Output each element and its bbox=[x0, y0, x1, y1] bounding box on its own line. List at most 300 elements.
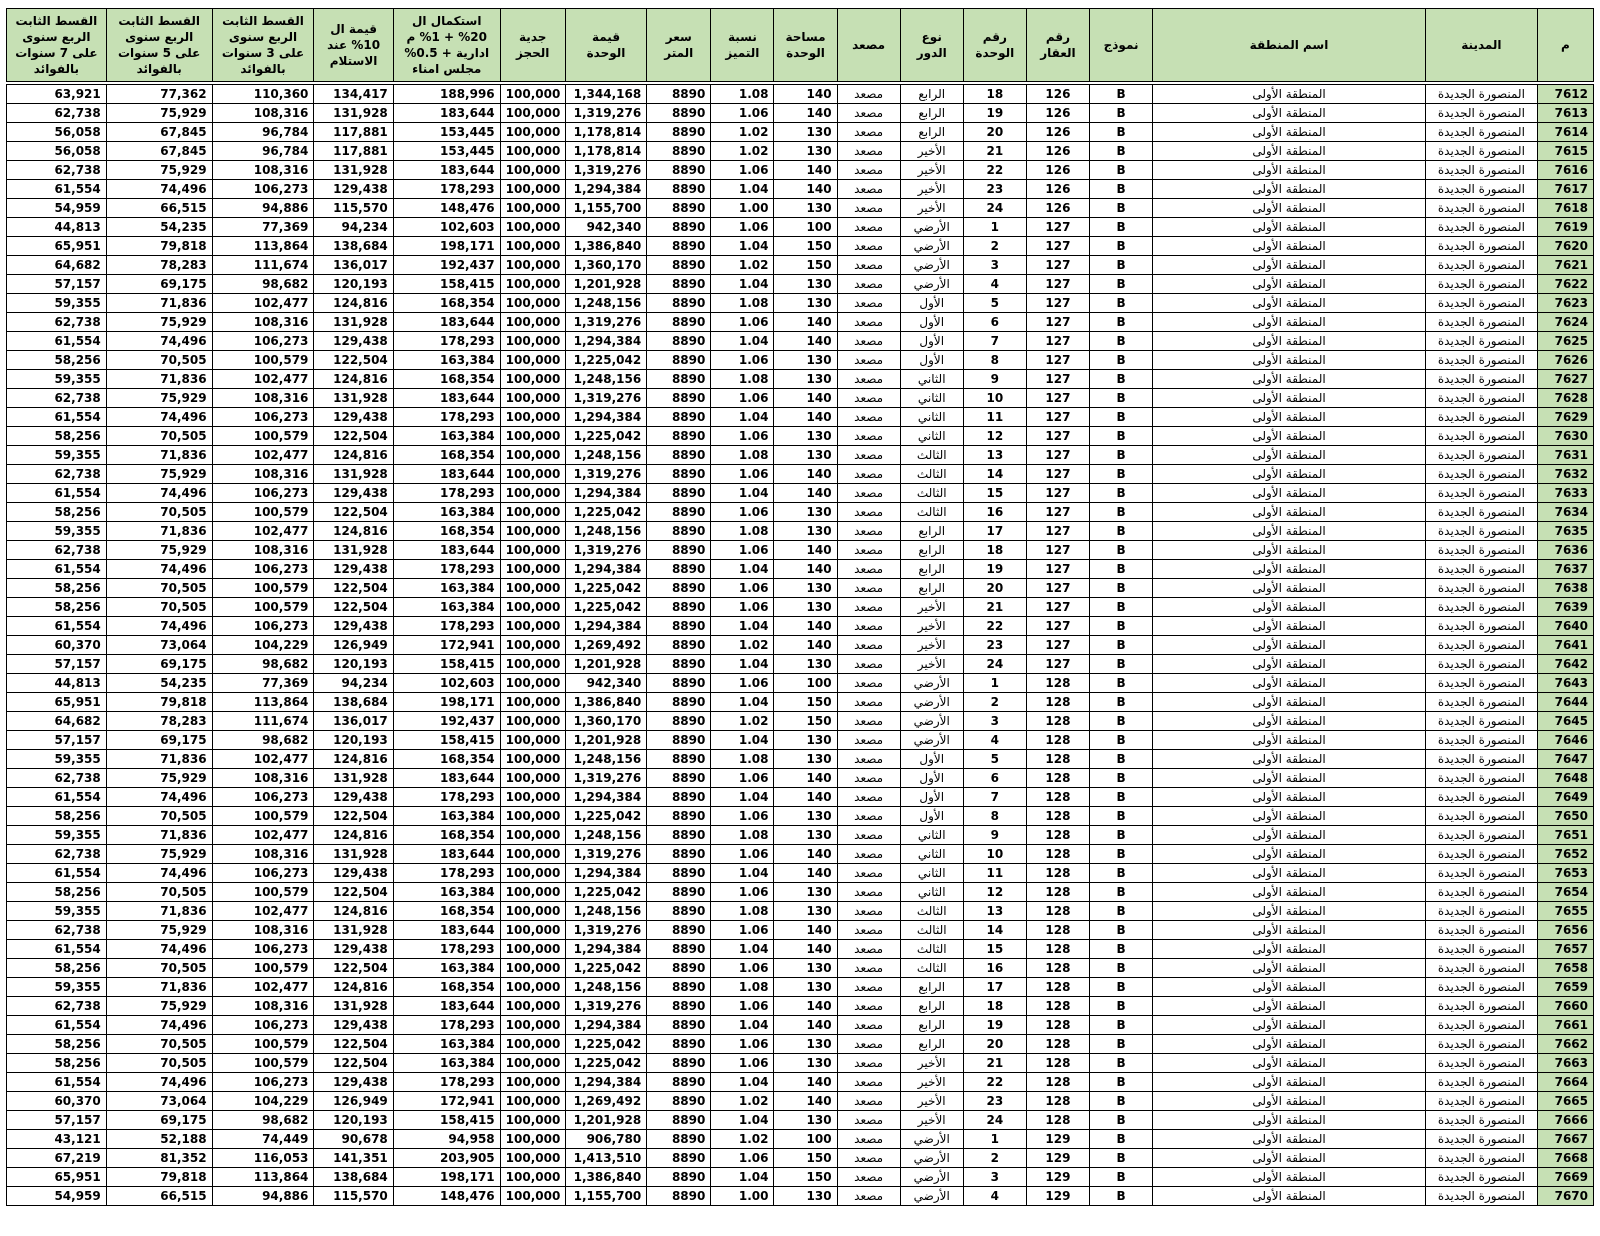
table-cell: 100,000 bbox=[500, 807, 565, 826]
table-cell: 102,477 bbox=[212, 826, 314, 845]
table-cell: 127 bbox=[1026, 522, 1089, 541]
table-cell: 61,554 bbox=[7, 408, 107, 427]
table-cell: B bbox=[1090, 579, 1153, 598]
table-cell: B bbox=[1090, 332, 1153, 351]
table-cell: المنطقة الأولى bbox=[1153, 1073, 1426, 1092]
table-cell: 100,000 bbox=[500, 446, 565, 465]
table-cell: 100,000 bbox=[500, 636, 565, 655]
table-cell: 94,958 bbox=[393, 1130, 500, 1149]
table-cell: 192,437 bbox=[393, 256, 500, 275]
table-row bbox=[7, 883, 1594, 902]
table-row bbox=[7, 446, 1594, 465]
table-cell: 100,000 bbox=[500, 921, 565, 940]
column-header: جدية الحجز bbox=[500, 9, 565, 84]
table-cell: 126 bbox=[1026, 123, 1089, 142]
table-cell: B bbox=[1090, 921, 1153, 940]
table-cell: الأخير bbox=[900, 617, 963, 636]
table-cell: 140 bbox=[774, 1016, 837, 1035]
table-cell: المنصورة الجديدة bbox=[1425, 940, 1537, 959]
table-cell: مصعد bbox=[837, 693, 900, 712]
table-cell: 12 bbox=[963, 427, 1026, 446]
table-cell: الأخير bbox=[900, 655, 963, 674]
table-cell: 58,256 bbox=[7, 807, 107, 826]
table-cell: 183,644 bbox=[393, 389, 500, 408]
table-cell: 1,248,156 bbox=[565, 902, 646, 921]
table-cell: 7645 bbox=[1537, 712, 1593, 731]
table-cell: 128 bbox=[1026, 769, 1089, 788]
table-row bbox=[7, 1016, 1594, 1035]
table-cell: الأرضي bbox=[900, 1130, 963, 1149]
table-cell: 122,504 bbox=[314, 503, 393, 522]
table-cell: 59,355 bbox=[7, 902, 107, 921]
table-cell: 1,248,156 bbox=[565, 750, 646, 769]
table-cell: 75,929 bbox=[106, 161, 212, 180]
table-cell: 1.04 bbox=[711, 1016, 774, 1035]
table-cell: B bbox=[1090, 83, 1153, 104]
table-cell: مصعد bbox=[837, 256, 900, 275]
table-cell: 7658 bbox=[1537, 959, 1593, 978]
table-cell: 130 bbox=[774, 883, 837, 902]
table-cell: المنطقة الأولى bbox=[1153, 845, 1426, 864]
table-cell: 81,352 bbox=[106, 1149, 212, 1168]
table-cell: B bbox=[1090, 750, 1153, 769]
table-cell: 1,225,042 bbox=[565, 883, 646, 902]
table-cell: 100,000 bbox=[500, 389, 565, 408]
table-cell: المنطقة الأولى bbox=[1153, 1168, 1426, 1187]
table-cell: 7665 bbox=[1537, 1092, 1593, 1111]
table-cell: 1,225,042 bbox=[565, 959, 646, 978]
table-cell: 1.04 bbox=[711, 180, 774, 199]
table-cell: 73,064 bbox=[106, 1092, 212, 1111]
table-cell: 62,738 bbox=[7, 769, 107, 788]
table-cell: 70,505 bbox=[106, 503, 212, 522]
table-cell: B bbox=[1090, 370, 1153, 389]
table-cell: 150 bbox=[774, 237, 837, 256]
table-cell: 122,504 bbox=[314, 579, 393, 598]
table-cell: 70,505 bbox=[106, 579, 212, 598]
table-cell: B bbox=[1090, 1149, 1153, 1168]
table-cell: 130 bbox=[774, 522, 837, 541]
table-cell: المنصورة الجديدة bbox=[1425, 465, 1537, 484]
table-cell: 120,193 bbox=[314, 731, 393, 750]
table-cell: B bbox=[1090, 769, 1153, 788]
table-cell: 183,644 bbox=[393, 845, 500, 864]
table-cell: 138,684 bbox=[314, 1168, 393, 1187]
table-cell: مصعد bbox=[837, 959, 900, 978]
table-cell: 1,294,384 bbox=[565, 617, 646, 636]
table-cell: B bbox=[1090, 503, 1153, 522]
table-cell: 163,384 bbox=[393, 807, 500, 826]
table-cell: 127 bbox=[1026, 332, 1089, 351]
table-cell: 71,836 bbox=[106, 902, 212, 921]
table-cell: المنصورة الجديدة bbox=[1425, 1092, 1537, 1111]
table-cell: 129,438 bbox=[314, 332, 393, 351]
table-cell: 8890 bbox=[647, 1168, 711, 1187]
table-cell: 78,283 bbox=[106, 256, 212, 275]
table-cell: المنطقة الأولى bbox=[1153, 446, 1426, 465]
table-cell: 108,316 bbox=[212, 465, 314, 484]
table-row bbox=[7, 1187, 1594, 1206]
table-row bbox=[7, 864, 1594, 883]
table-cell: 58,256 bbox=[7, 351, 107, 370]
table-cell: المنطقة الأولى bbox=[1153, 921, 1426, 940]
table-cell: 1.04 bbox=[711, 332, 774, 351]
table-cell: الثاني bbox=[900, 826, 963, 845]
table-cell: 74,496 bbox=[106, 332, 212, 351]
table-cell: 1,155,700 bbox=[565, 199, 646, 218]
table-row bbox=[7, 541, 1594, 560]
table-cell: 70,505 bbox=[106, 1035, 212, 1054]
table-cell: 1.08 bbox=[711, 826, 774, 845]
table-cell: 1,269,492 bbox=[565, 636, 646, 655]
table-cell: المنصورة الجديدة bbox=[1425, 503, 1537, 522]
table-cell: 1,201,928 bbox=[565, 655, 646, 674]
table-row bbox=[7, 636, 1594, 655]
table-cell: 153,445 bbox=[393, 123, 500, 142]
table-cell: 100,000 bbox=[500, 693, 565, 712]
table-cell: مصعد bbox=[837, 104, 900, 123]
table-cell: 74,496 bbox=[106, 180, 212, 199]
table-cell: مصعد bbox=[837, 921, 900, 940]
table-cell: 124,816 bbox=[314, 978, 393, 997]
table-cell: B bbox=[1090, 1092, 1153, 1111]
table-cell: 127 bbox=[1026, 256, 1089, 275]
table-row bbox=[7, 427, 1594, 446]
table-cell: 100,000 bbox=[500, 560, 565, 579]
table-cell: الأخير bbox=[900, 180, 963, 199]
column-header: قيمة ال 10% عند الاستلام bbox=[314, 9, 393, 84]
table-cell: 1,248,156 bbox=[565, 370, 646, 389]
table-cell: 56,058 bbox=[7, 123, 107, 142]
table-cell: 74,496 bbox=[106, 408, 212, 427]
table-cell: 71,836 bbox=[106, 370, 212, 389]
table-cell: 1.02 bbox=[711, 142, 774, 161]
table-cell: مصعد bbox=[837, 465, 900, 484]
table-cell: 7655 bbox=[1537, 902, 1593, 921]
table-cell: 44,813 bbox=[7, 674, 107, 693]
table-cell: 7616 bbox=[1537, 161, 1593, 180]
table-cell: 62,738 bbox=[7, 997, 107, 1016]
table-cell: 8890 bbox=[647, 199, 711, 218]
table-cell: B bbox=[1090, 693, 1153, 712]
column-header: رقم الوحدة bbox=[963, 9, 1026, 84]
table-cell: المنصورة الجديدة bbox=[1425, 902, 1537, 921]
table-cell: 16 bbox=[963, 503, 1026, 522]
table-cell: 8890 bbox=[647, 389, 711, 408]
table-cell: المنصورة الجديدة bbox=[1425, 1111, 1537, 1130]
table-cell: 124,816 bbox=[314, 294, 393, 313]
table-cell: B bbox=[1090, 465, 1153, 484]
table-cell: 122,504 bbox=[314, 1035, 393, 1054]
table-cell: 183,644 bbox=[393, 921, 500, 940]
table-cell: B bbox=[1090, 199, 1153, 218]
table-cell: 7629 bbox=[1537, 408, 1593, 427]
table-cell: 1,360,170 bbox=[565, 712, 646, 731]
table-cell: المنطقة الأولى bbox=[1153, 769, 1426, 788]
table-cell: 71,836 bbox=[106, 446, 212, 465]
table-cell: B bbox=[1090, 978, 1153, 997]
table-cell: 129,438 bbox=[314, 788, 393, 807]
table-cell: 7628 bbox=[1537, 389, 1593, 408]
table-cell: 1,248,156 bbox=[565, 978, 646, 997]
table-cell: مصعد bbox=[837, 1149, 900, 1168]
table-cell: 150 bbox=[774, 712, 837, 731]
table-cell: 7618 bbox=[1537, 199, 1593, 218]
table-cell: الأرضي bbox=[900, 674, 963, 693]
table-cell: 62,738 bbox=[7, 104, 107, 123]
table-cell: المنصورة الجديدة bbox=[1425, 104, 1537, 123]
table-cell: 1.04 bbox=[711, 275, 774, 294]
table-cell: 108,316 bbox=[212, 921, 314, 940]
table-cell: مصعد bbox=[837, 427, 900, 446]
table-cell: 140 bbox=[774, 484, 837, 503]
table-cell: 75,929 bbox=[106, 465, 212, 484]
table-cell: الثالث bbox=[900, 465, 963, 484]
table-cell: 124,816 bbox=[314, 902, 393, 921]
table-cell: المنصورة الجديدة bbox=[1425, 997, 1537, 1016]
table-cell: 24 bbox=[963, 1111, 1026, 1130]
table-row bbox=[7, 579, 1594, 598]
table-cell: 100,000 bbox=[500, 313, 565, 332]
table-cell: 7624 bbox=[1537, 313, 1593, 332]
table-cell: 59,355 bbox=[7, 978, 107, 997]
table-row bbox=[7, 598, 1594, 617]
table-cell: 100,000 bbox=[500, 541, 565, 560]
table-cell: 100,000 bbox=[500, 1111, 565, 1130]
column-header: نموذج bbox=[1090, 9, 1153, 84]
table-cell: B bbox=[1090, 389, 1153, 408]
table-cell: مصعد bbox=[837, 636, 900, 655]
table-cell: 100,000 bbox=[500, 845, 565, 864]
table-cell: 178,293 bbox=[393, 180, 500, 199]
table-row bbox=[7, 845, 1594, 864]
table-cell: 8890 bbox=[647, 940, 711, 959]
table-cell: 124,816 bbox=[314, 446, 393, 465]
table-cell: المنصورة الجديدة bbox=[1425, 598, 1537, 617]
table-cell: 115,570 bbox=[314, 199, 393, 218]
table-cell: 128 bbox=[1026, 883, 1089, 902]
table-cell: المنصورة الجديدة bbox=[1425, 142, 1537, 161]
table-cell: 130 bbox=[774, 199, 837, 218]
table-cell: 128 bbox=[1026, 1111, 1089, 1130]
table-row bbox=[7, 617, 1594, 636]
table-cell: 100,000 bbox=[500, 674, 565, 693]
table-cell: 7669 bbox=[1537, 1168, 1593, 1187]
table-row bbox=[7, 940, 1594, 959]
table-cell: الأرضي bbox=[900, 256, 963, 275]
table-cell: 64,682 bbox=[7, 712, 107, 731]
table-cell: 7622 bbox=[1537, 275, 1593, 294]
column-header: سعر المتر bbox=[647, 9, 711, 84]
table-cell: المنصورة الجديدة bbox=[1425, 541, 1537, 560]
table-cell: 126,949 bbox=[314, 636, 393, 655]
table-cell: 8890 bbox=[647, 1149, 711, 1168]
table-cell: 130 bbox=[774, 370, 837, 389]
table-cell: 61,554 bbox=[7, 560, 107, 579]
table-cell: 5 bbox=[963, 294, 1026, 313]
table-cell: مصعد bbox=[837, 598, 900, 617]
table-cell: 172,941 bbox=[393, 636, 500, 655]
table-row bbox=[7, 750, 1594, 769]
table-cell: 140 bbox=[774, 408, 837, 427]
table-cell: 122,504 bbox=[314, 883, 393, 902]
table-cell: 77,369 bbox=[212, 218, 314, 237]
table-cell: 102,477 bbox=[212, 370, 314, 389]
table-cell: B bbox=[1090, 655, 1153, 674]
table-cell: 7647 bbox=[1537, 750, 1593, 769]
table-cell: 4 bbox=[963, 1187, 1026, 1206]
table-cell: B bbox=[1090, 522, 1153, 541]
table-cell: المنصورة الجديدة bbox=[1425, 959, 1537, 978]
table-cell: 1,294,384 bbox=[565, 1073, 646, 1092]
table-cell: المنصورة الجديدة bbox=[1425, 161, 1537, 180]
table-cell: 1,294,384 bbox=[565, 864, 646, 883]
table-cell: 126 bbox=[1026, 161, 1089, 180]
table-cell: 74,496 bbox=[106, 940, 212, 959]
table-cell: 127 bbox=[1026, 351, 1089, 370]
table-cell: 1,225,042 bbox=[565, 579, 646, 598]
table-cell: 7627 bbox=[1537, 370, 1593, 389]
table-cell: 21 bbox=[963, 142, 1026, 161]
table-cell: 127 bbox=[1026, 370, 1089, 389]
table-cell: 1.02 bbox=[711, 636, 774, 655]
column-header: القسط الثابت الربع سنوى على 3 سنوات بالفوائد bbox=[212, 9, 314, 84]
table-cell: 140 bbox=[774, 636, 837, 655]
table-cell: 98,682 bbox=[212, 275, 314, 294]
table-cell: المنطقة الأولى bbox=[1153, 598, 1426, 617]
table-row bbox=[7, 408, 1594, 427]
table-cell: 100,000 bbox=[500, 332, 565, 351]
table-cell: 58,256 bbox=[7, 503, 107, 522]
table-cell: 100,000 bbox=[500, 902, 565, 921]
table-cell: 130 bbox=[774, 731, 837, 750]
table-cell: 124,816 bbox=[314, 522, 393, 541]
table-cell: 7662 bbox=[1537, 1035, 1593, 1054]
table-cell: 8890 bbox=[647, 522, 711, 541]
table-cell: 106,273 bbox=[212, 1016, 314, 1035]
table-cell: 128 bbox=[1026, 1092, 1089, 1111]
table-body bbox=[7, 83, 1594, 1206]
table-cell: 131,928 bbox=[314, 104, 393, 123]
table-cell: 183,644 bbox=[393, 313, 500, 332]
table-cell: 60,370 bbox=[7, 1092, 107, 1111]
table-cell: 1,319,276 bbox=[565, 161, 646, 180]
unit-price-table bbox=[6, 8, 1594, 1206]
table-cell: 7612 bbox=[1537, 83, 1593, 104]
table-cell: 1.06 bbox=[711, 959, 774, 978]
table-cell: 102,477 bbox=[212, 750, 314, 769]
table-cell: الرابع bbox=[900, 104, 963, 123]
table-cell: 64,682 bbox=[7, 256, 107, 275]
table-cell: مصعد bbox=[837, 1111, 900, 1130]
table-cell: 140 bbox=[774, 864, 837, 883]
table-cell: 1.08 bbox=[711, 978, 774, 997]
table-cell: 7617 bbox=[1537, 180, 1593, 199]
table-cell: 1.04 bbox=[711, 1168, 774, 1187]
table-cell: 130 bbox=[774, 123, 837, 142]
table-cell: 130 bbox=[774, 503, 837, 522]
table-cell: المنصورة الجديدة bbox=[1425, 769, 1537, 788]
table-cell: B bbox=[1090, 1111, 1153, 1130]
table-cell: 62,738 bbox=[7, 465, 107, 484]
table-cell: 2 bbox=[963, 1149, 1026, 1168]
table-cell: 100,000 bbox=[500, 978, 565, 997]
table-cell: المنصورة الجديدة bbox=[1425, 617, 1537, 636]
table-cell: 8890 bbox=[647, 826, 711, 845]
table-cell: مصعد bbox=[837, 1168, 900, 1187]
table-cell: 7648 bbox=[1537, 769, 1593, 788]
table-cell: 7633 bbox=[1537, 484, 1593, 503]
table-cell: 8890 bbox=[647, 104, 711, 123]
table-row bbox=[7, 1035, 1594, 1054]
table-cell: 1.06 bbox=[711, 161, 774, 180]
table-cell: المنطقة الأولى bbox=[1153, 1035, 1426, 1054]
table-row bbox=[7, 465, 1594, 484]
table-cell: 1.04 bbox=[711, 1111, 774, 1130]
table-cell: 140 bbox=[774, 769, 837, 788]
table-cell: 8890 bbox=[647, 1111, 711, 1130]
table-cell: 14 bbox=[963, 921, 1026, 940]
table-cell: 1.06 bbox=[711, 104, 774, 123]
table-cell: الأرضي bbox=[900, 1187, 963, 1206]
table-cell: 54,235 bbox=[106, 218, 212, 237]
table-cell: مصعد bbox=[837, 769, 900, 788]
table-cell: 8890 bbox=[647, 693, 711, 712]
table-cell: 116,053 bbox=[212, 1149, 314, 1168]
table-cell: 129,438 bbox=[314, 864, 393, 883]
table-cell: 58,256 bbox=[7, 598, 107, 617]
table-cell: 1,360,170 bbox=[565, 256, 646, 275]
table-cell: 100,000 bbox=[500, 1054, 565, 1073]
table-cell: 100,579 bbox=[212, 598, 314, 617]
table-cell: 136,017 bbox=[314, 256, 393, 275]
table-row bbox=[7, 712, 1594, 731]
table-cell: 140 bbox=[774, 1092, 837, 1111]
table-row bbox=[7, 1111, 1594, 1130]
table-cell: B bbox=[1090, 427, 1153, 446]
column-header: استكمال ال 20% + 1% م ادارية + 0.5% مجلس امناء bbox=[393, 9, 500, 84]
table-cell: المنصورة الجديدة bbox=[1425, 864, 1537, 883]
table-cell: 140 bbox=[774, 997, 837, 1016]
table-cell: 61,554 bbox=[7, 1073, 107, 1092]
table-cell: 1,294,384 bbox=[565, 408, 646, 427]
table-cell: 1.06 bbox=[711, 598, 774, 617]
table-cell: المنصورة الجديدة bbox=[1425, 484, 1537, 503]
table-cell: 62,738 bbox=[7, 845, 107, 864]
table-cell: B bbox=[1090, 902, 1153, 921]
table-cell: 130 bbox=[774, 978, 837, 997]
table-cell: 106,273 bbox=[212, 788, 314, 807]
table-cell: 129,438 bbox=[314, 560, 393, 579]
table-cell: 1.04 bbox=[711, 1073, 774, 1092]
table-row bbox=[7, 256, 1594, 275]
table-cell: 1.06 bbox=[711, 883, 774, 902]
table-cell: 129 bbox=[1026, 1168, 1089, 1187]
table-cell: B bbox=[1090, 674, 1153, 693]
table-cell: 8890 bbox=[647, 902, 711, 921]
table-cell: المنطقة الأولى bbox=[1153, 522, 1426, 541]
table-cell: 129 bbox=[1026, 1187, 1089, 1206]
table-cell: 122,504 bbox=[314, 959, 393, 978]
table-cell: 100,000 bbox=[500, 769, 565, 788]
table-cell: 7642 bbox=[1537, 655, 1593, 674]
table-cell: مصعد bbox=[837, 237, 900, 256]
table-cell: 8890 bbox=[647, 617, 711, 636]
table-cell: 1.08 bbox=[711, 370, 774, 389]
table-cell: 20 bbox=[963, 579, 1026, 598]
table-cell: 20 bbox=[963, 123, 1026, 142]
table-cell: المنصورة الجديدة bbox=[1425, 560, 1537, 579]
